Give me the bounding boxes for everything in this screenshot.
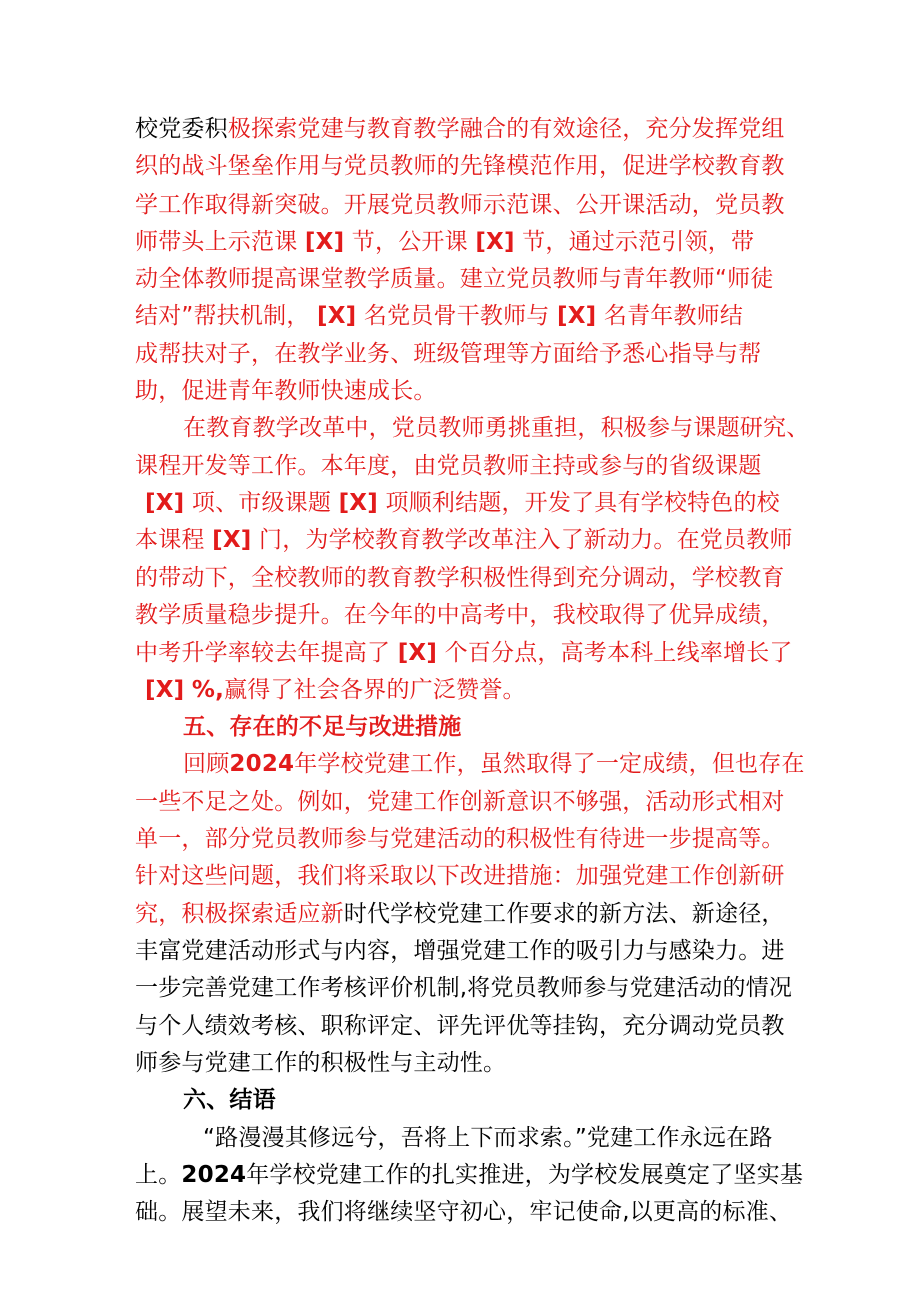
paragraph-line bbox=[135, 338, 761, 370]
text-run: 赢得了社会各界的广泛赞誉。 bbox=[224, 677, 526, 703]
text-run: 年学校党建工作的扎实推进，为学校发展奠定了坚实基 bbox=[246, 1162, 804, 1188]
paragraph-line bbox=[135, 450, 761, 482]
paragraph-line bbox=[135, 300, 743, 332]
paragraph-line bbox=[135, 113, 785, 145]
text-run: [X] bbox=[338, 490, 378, 516]
text-run: 师带头上示范课 bbox=[135, 229, 305, 255]
paragraph-line bbox=[135, 1047, 506, 1079]
text-run: 时代学校党建工作要求的新方法、新途径， bbox=[343, 901, 785, 927]
text-run: [X] bbox=[212, 527, 252, 553]
paragraph-line bbox=[135, 524, 793, 556]
text-run: 名党员骨干教师与 bbox=[356, 303, 558, 329]
paragraph-line bbox=[203, 1122, 773, 1154]
paragraph-line bbox=[135, 562, 785, 594]
paragraph-line bbox=[135, 898, 785, 930]
text-run: 的带动下，全校教师的教育教学积极性得到充分调动，学校教育 bbox=[135, 565, 785, 591]
paragraph-line bbox=[135, 263, 774, 295]
text-run: 2024 bbox=[181, 1162, 247, 1188]
text-run: [X] bbox=[304, 229, 345, 255]
text-run: 校党委积 bbox=[135, 116, 228, 142]
text-run: 项、市级课题 bbox=[184, 490, 339, 516]
text-run: 回顾 bbox=[183, 751, 230, 777]
paragraph-line bbox=[135, 972, 792, 1004]
text-run: 上。 bbox=[135, 1162, 182, 1188]
paragraph-line bbox=[135, 823, 785, 855]
text-run: 门，为学校教育教学改革注入了新动力。在党员教师 bbox=[251, 527, 793, 553]
text-run: 课程开发等工作。本年度，由党员教师主持或参与的省级课题 bbox=[135, 453, 762, 479]
text-run bbox=[184, 677, 192, 703]
text-run: 针对这些问题，我们将采取以下改进措施：加强党建工作创新研 bbox=[135, 863, 785, 889]
text-run: 节，通过示范引领，带 bbox=[514, 229, 755, 255]
text-run: [X] bbox=[145, 490, 185, 516]
text-run: 究，积极探索适应新 bbox=[135, 901, 344, 927]
text-run: 项顺利结题，开发了具有学校特色的校 bbox=[377, 490, 780, 516]
text-run: 成帮扶对子，在教学业务、班级管理等方面给予悉心指导与帮 bbox=[135, 341, 762, 367]
text-run: 单一，部分党员教师参与党建活动的积极性有待进一步提高等。 bbox=[135, 826, 785, 852]
text-run: 础。展望未来，我们将继续坚守初心，牢记使命,以更高的标准、 bbox=[135, 1199, 793, 1225]
text-run: 节，公开课 bbox=[344, 229, 476, 255]
paragraph-line bbox=[183, 748, 805, 780]
text-run: 动全体教师提高课堂教学质量。建立党员教师与青年教师“师徒 bbox=[135, 266, 774, 292]
text-run: “路漫漫其修远兮，吾将上下而求索。”党建工作永远在路 bbox=[203, 1125, 773, 1151]
paragraph-line bbox=[145, 487, 780, 519]
section-heading-5 bbox=[183, 711, 461, 743]
text-run: 结对”帮扶机制， bbox=[135, 303, 318, 329]
section-heading-6 bbox=[183, 1084, 276, 1116]
paragraph-line bbox=[183, 412, 809, 444]
text-run: [X] bbox=[557, 303, 597, 329]
text-run: 年学校党建工作，虽然取得了一定成绩，但也存在 bbox=[294, 751, 805, 777]
text-run: 极探索党建与教育教学融合的有效途径，充分发挥党组 bbox=[227, 116, 785, 142]
text-run: 与个人绩效考核、职称评定、评先评优等挂钩，充分调动党员教 bbox=[135, 1013, 785, 1039]
text-run: 2024 bbox=[229, 751, 295, 777]
text-run: 六、结语 bbox=[183, 1087, 276, 1113]
paragraph-line bbox=[135, 226, 754, 258]
paragraph-line bbox=[135, 935, 785, 967]
paragraph-line bbox=[135, 1010, 785, 1042]
paragraph-line bbox=[135, 1159, 803, 1191]
paragraph-line bbox=[145, 674, 526, 706]
paragraph-line bbox=[135, 150, 785, 182]
text-run: 学工作取得新突破。开展党员教师示范课、公开课活动，党员教 bbox=[135, 192, 785, 218]
paragraph-line bbox=[135, 189, 785, 221]
text-run: [X] bbox=[475, 229, 515, 255]
text-run: 一步完善党建工作考核评价机制,将党员教师参与党建活动的情况 bbox=[135, 975, 793, 1001]
text-run: 一些不足之处。例如，党建工作创新意识不够强，活动形式相对 bbox=[135, 789, 785, 815]
text-run: 本课程 bbox=[135, 527, 213, 553]
paragraph-line bbox=[135, 599, 785, 631]
text-run: [X] bbox=[317, 303, 357, 329]
text-run: 师参与党建工作的积极性与主动性。 bbox=[135, 1050, 507, 1076]
text-run: 五、存在的不足与改进措施 bbox=[183, 714, 462, 740]
text-run: 个百分点，高考本科上线率增长了 bbox=[437, 640, 793, 666]
paragraph-line bbox=[135, 375, 437, 407]
paragraph-line bbox=[135, 860, 785, 892]
text-run: 助，促进青年教师快速成长。 bbox=[135, 378, 437, 404]
paragraph-line bbox=[135, 786, 785, 818]
paragraph-line bbox=[135, 1196, 792, 1228]
text-run: 在教育教学改革中，党员教师勇挑重担，积极参与课题研究、 bbox=[183, 415, 810, 441]
paragraph-line bbox=[135, 637, 793, 669]
text-run: 中考升学率较去年提高了 bbox=[135, 640, 398, 666]
text-run: [X] bbox=[397, 640, 438, 666]
text-run: %, bbox=[191, 677, 225, 703]
text-run: 织的战斗堡垒作用与党员教师的先锋模范作用，促进学校教育教 bbox=[135, 153, 785, 179]
text-run: 丰富党建活动形式与内容，增强党建工作的吸引力与感染力。进 bbox=[135, 938, 785, 964]
text-run: 名青年教师结 bbox=[596, 303, 744, 329]
text-run: [X] bbox=[145, 677, 185, 703]
text-run: 教学质量稳步提升。在今年的中高考中，我校取得了优异成绩， bbox=[135, 602, 785, 628]
